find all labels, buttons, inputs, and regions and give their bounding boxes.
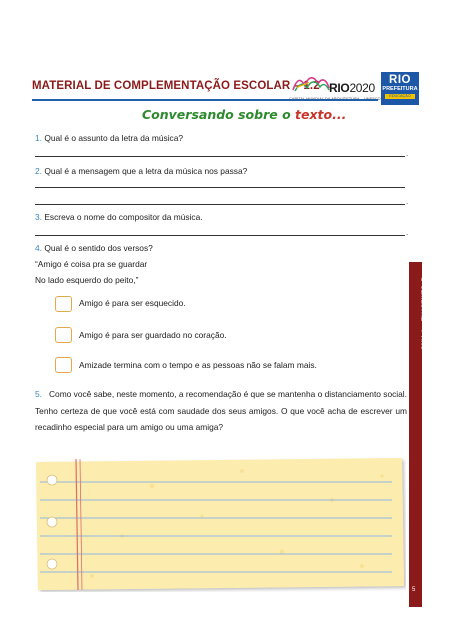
line-end-mark: . (406, 228, 409, 237)
page-title: MATERIAL DE COMPLEMENTAÇÃO ESCOLAR – 1.2 (32, 80, 320, 92)
section-subtitle (142, 107, 346, 122)
option-checkbox-2[interactable] (55, 327, 72, 343)
rio2020-year: 2020 (349, 81, 375, 95)
question-3 (35, 212, 203, 222)
question-2 (35, 166, 247, 176)
rio2020-logo (329, 81, 375, 95)
answer-line-q3[interactable] (35, 235, 405, 236)
line-end-mark: . (406, 149, 409, 158)
answer-line-q1[interactable] (35, 156, 405, 157)
subtitle-part1: Conversando sobre o (142, 107, 296, 122)
option-label-3: Amizade termina com o tempo e as pessoas não se falam mais. (79, 360, 317, 370)
header-divider (32, 99, 378, 101)
question-number: 4. (35, 243, 42, 253)
question-number: 5. (35, 389, 42, 399)
question-text: Escreva o nome do compositor da música. (44, 212, 203, 222)
question-text: Como você sabe, neste momento, a recomendação é que se mantenha o distanciamento social. Tenho certeza de que você está com saudade dos seus amigos. O que você acha de escrever um recadinho especial para um amigo ou uma amiga? (35, 389, 407, 433)
question-number: 2. (35, 166, 42, 176)
question-text: Qual é o assunto da letra da música? (44, 133, 184, 143)
prefeitura-logo (381, 72, 419, 105)
answer-line-q2a[interactable] (35, 187, 405, 188)
rio2020-mountains-icon (291, 74, 331, 92)
option-label-2: Amigo é para ser guardado no coração. (79, 330, 227, 340)
question-4 (35, 243, 153, 253)
question-number: 1. (35, 133, 42, 143)
line-end-mark: . (406, 197, 409, 206)
subtitle-part2: texto... (295, 107, 347, 122)
question-text: Qual é o sentido dos versos? (44, 243, 153, 253)
question-1 (35, 133, 183, 143)
question-number: 3. (35, 212, 42, 222)
option-checkbox-1[interactable] (55, 296, 72, 312)
prefeitura-rio: RIO (389, 74, 411, 86)
option-label-1: Amigo é para ser esquecido. (79, 298, 186, 308)
semester-label: 1º SEMESTRE – 4º ANO (419, 277, 427, 351)
verse-line-2: No lado esquerdo do peito,” (35, 275, 139, 285)
page-number: 5 (412, 587, 416, 593)
answer-line-q2b[interactable] (35, 204, 405, 205)
question-text: Qual é a mensagem que a letra da música nos passa? (44, 166, 248, 176)
question-5 (35, 386, 407, 436)
prefeitura-secretaria: EDUCAÇÃO (385, 94, 415, 99)
prefeitura-label: PREFEITURA (382, 86, 418, 92)
option-checkbox-3[interactable] (55, 357, 72, 373)
rio2020-brand: RIO (329, 81, 350, 95)
verse-line-1: “Amigo é coisa pra se guardar (35, 259, 148, 269)
notepaper-writing-area[interactable] (32, 456, 406, 592)
